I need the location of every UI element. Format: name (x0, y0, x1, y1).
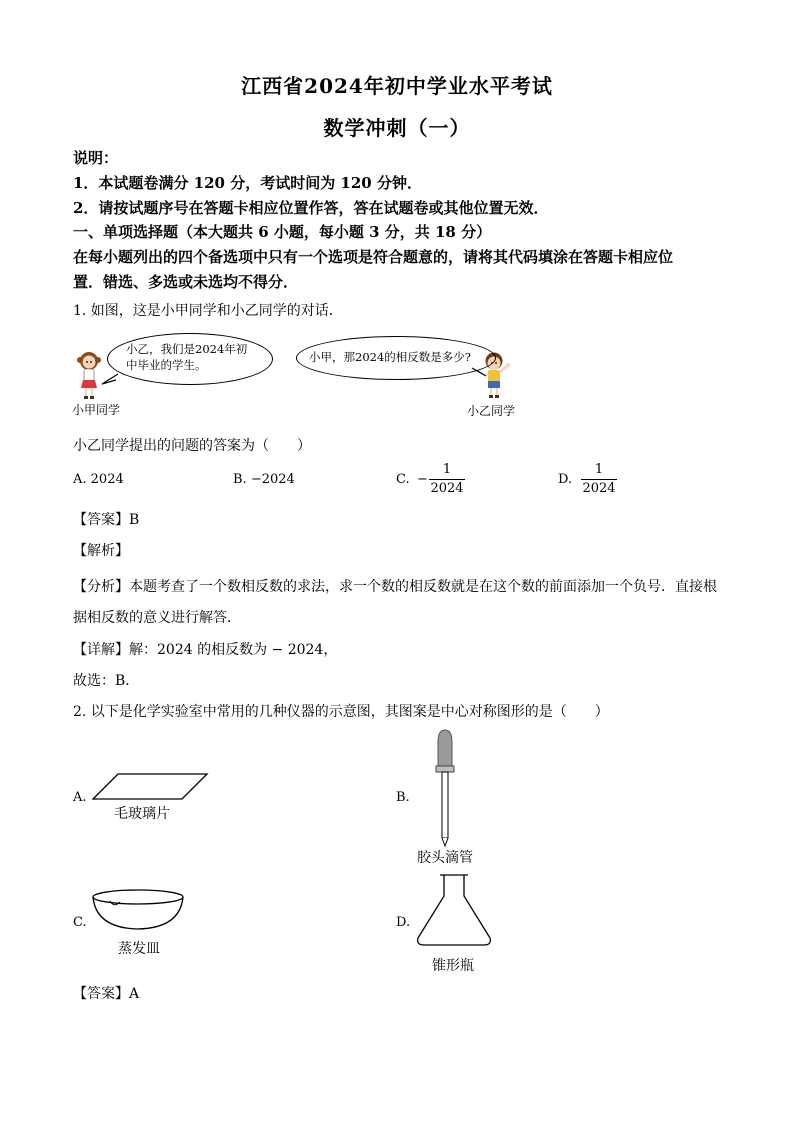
instructions-heading: 说明： (73, 149, 119, 167)
ground-glass-plate-icon (90, 772, 210, 802)
q1-detail: 【详解】解：2024 的相反数为 − 2024， (73, 642, 338, 658)
q1-choice: 故选：B． (73, 673, 140, 689)
right-bubble-tail-icon (470, 366, 490, 380)
q2-option-b: B. (396, 790, 410, 805)
q1-option-c-numerator: 1 (442, 462, 452, 477)
evaporating-dish-icon (90, 888, 186, 932)
q1-question: 小乙同学提出的问题的答案为（ ） (73, 438, 311, 454)
q2-label-b: 胶头滴管 (417, 850, 473, 866)
q1-option-c-denominator: 2024 (430, 481, 464, 496)
q1-analysis-line1: 【分析】本题考查了一个数相反数的求法，求一个数的相反数就是在这个数的前面添加一个负号．直接根 (73, 579, 717, 595)
instruction-item-1: 1．本试题卷满分 120 分，考试时间为 120 分钟． (73, 174, 422, 192)
conical-flask-icon (414, 872, 494, 948)
q1-option-b: B. −2024 (233, 472, 295, 487)
left-bubble-tail-icon (100, 372, 120, 386)
q2-label-a: 毛玻璃片 (114, 806, 170, 822)
right-speech-bubble (296, 336, 496, 380)
q1-option-d-denominator: 2024 (582, 481, 616, 496)
left-speech-bubble (107, 333, 273, 385)
left-bubble-line1: 小乙，我们是2024年初 (126, 342, 248, 356)
q2-option-a: A. (73, 790, 87, 805)
q1-option-c-label: C. (396, 472, 410, 487)
q2-label-c: 蒸发皿 (118, 941, 160, 957)
instruction-item-2: 2．请按试题序号在答题卡相应位置作答，答在试题卷或其他位置无效． (73, 199, 549, 217)
q2-answer: 【答案】A (73, 986, 140, 1002)
section-desc-line1: 在每小题列出的四个备选项中只有一个选项是符合题意的，请将其代码填涂在答题卡相应位 (73, 248, 674, 266)
q1-answer: 【答案】B (73, 512, 140, 528)
q1-stem: 1. 如图，这是小甲同学和小乙同学的对话． (73, 303, 343, 319)
q1-analysis-line2: 据相反数的意义进行解答． (73, 610, 241, 626)
boy-name-label: 小乙同学 (467, 404, 516, 418)
q1-option-d-label: D. (558, 472, 573, 487)
q1-analysis-heading: 【解析】 (73, 543, 129, 559)
girl-name-label: 小甲同学 (72, 403, 121, 417)
page-subtitle: 数学冲刺（一） (323, 116, 471, 140)
q2-label-d: 锥形瓶 (432, 958, 474, 974)
section-title: 一、单项选择题（本大题共 6 小题，每小题 3 分，共 18 分） (73, 223, 492, 241)
q2-stem: 2. 以下是化学实验室中常用的几种仪器的示意图，其图案是中心对称图形的是（ ） (73, 704, 609, 720)
left-bubble-line2: 中毕业的学生。 (126, 358, 207, 372)
q1-option-c-sign: − (417, 472, 428, 487)
q2-option-d: D. (396, 915, 411, 930)
dropper-icon (430, 728, 460, 846)
right-bubble-text: 小甲，那2024的相反数是多少? (309, 350, 471, 364)
page-title: 江西省2024年初中学业水平考试 (241, 74, 553, 98)
q1-option-c-fraction (429, 462, 465, 497)
q1-option-d-fraction (581, 462, 617, 497)
section-desc-line2: 置．错选、多选或未选均不得分． (73, 273, 299, 291)
q2-option-c: C. (73, 915, 87, 930)
q1-option-a: A. 2024 (73, 472, 124, 487)
q1-option-d-numerator: 1 (594, 462, 604, 477)
